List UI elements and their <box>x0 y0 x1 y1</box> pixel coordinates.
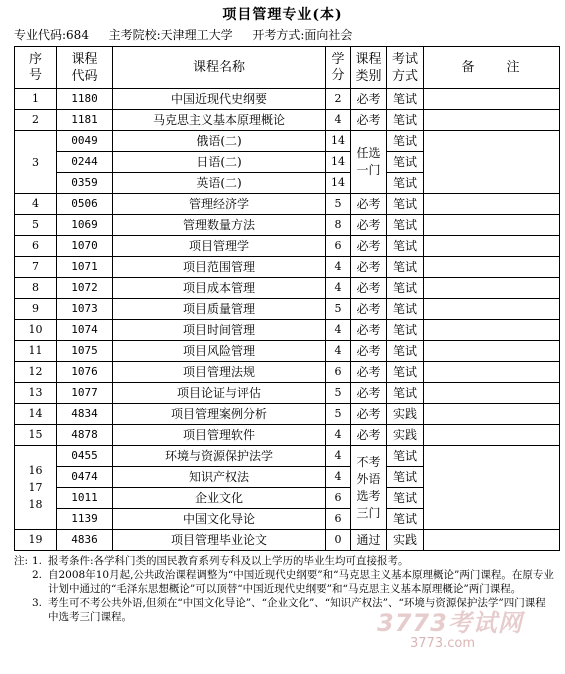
exam-method: 笔试 <box>387 236 424 257</box>
exam-method: 笔试 <box>387 257 424 278</box>
course-name: 项目管理毕业论文 <box>113 530 326 551</box>
program-code: 684 <box>66 28 89 42</box>
course-credit: 6 <box>326 509 351 530</box>
remark-cell <box>424 236 560 257</box>
seq-cell: 13 <box>15 383 57 404</box>
seq-cell: 19 <box>15 530 57 551</box>
course-table <box>14 46 560 551</box>
course-type: 必考 <box>351 404 387 425</box>
table-row <box>15 425 560 446</box>
course-code: 4878 <box>57 425 113 446</box>
course-code: 4836 <box>57 530 113 551</box>
course-code: 1070 <box>57 236 113 257</box>
table-row <box>15 341 560 362</box>
note-item <box>14 568 554 596</box>
course-credit: 14 <box>326 131 351 152</box>
table-row <box>15 215 560 236</box>
header-name: 课程名称 <box>113 47 326 89</box>
header-seq: 序号 <box>15 47 57 89</box>
watermark-logo: 3773考试网 <box>377 609 523 637</box>
course-code: 1076 <box>57 362 113 383</box>
course-type: 必考 <box>351 362 387 383</box>
course-type: 必考 <box>351 110 387 131</box>
exam-method: 笔试 <box>387 110 424 131</box>
course-credit: 14 <box>326 152 351 173</box>
course-code: 1181 <box>57 110 113 131</box>
course-name: 中国文化导论 <box>113 509 326 530</box>
course-name: 项目成本管理 <box>113 278 326 299</box>
table-header <box>15 47 560 89</box>
course-name: 管理数量方法 <box>113 215 326 236</box>
table-row <box>15 320 560 341</box>
seq-cell: 14 <box>15 404 57 425</box>
course-name: 管理经济学 <box>113 194 326 215</box>
remark-cell <box>424 320 560 341</box>
seq-cell: 8 <box>15 278 57 299</box>
course-code: 0244 <box>57 152 113 173</box>
course-name: 项目质量管理 <box>113 299 326 320</box>
remark-cell <box>424 110 560 131</box>
note-prefix: 注: <box>14 555 29 567</box>
header-exam: 考试方式 <box>387 47 424 89</box>
seq-cell: 7 <box>15 257 57 278</box>
course-credit: 5 <box>326 383 351 404</box>
table-row <box>15 299 560 320</box>
course-credit: 14 <box>326 173 351 194</box>
course-code: 1072 <box>57 278 113 299</box>
course-code: 0359 <box>57 173 113 194</box>
mode-label: 开考方式: <box>252 28 305 42</box>
exam-method: 笔试 <box>387 509 424 530</box>
school-label: 主考院校: <box>108 28 161 42</box>
note-number: 2. <box>32 569 43 581</box>
seq-cell: 9 <box>15 299 57 320</box>
note-text: 报考条件:各学科门类的国民教育系列专科及以上学历的毕业生均可直接报考。 <box>48 555 409 567</box>
exam-mode: 面向社会 <box>304 28 353 42</box>
course-credit: 4 <box>326 110 351 131</box>
course-type: 必考 <box>351 257 387 278</box>
remark-cell <box>424 89 560 110</box>
note-prefix <box>14 568 32 596</box>
table-body <box>15 89 560 551</box>
course-name: 项目论证与评估 <box>113 383 326 404</box>
remark-cell <box>424 131 560 194</box>
course-credit: 4 <box>326 257 351 278</box>
exam-method: 笔试 <box>387 383 424 404</box>
course-code: 1077 <box>57 383 113 404</box>
remark-cell <box>424 383 560 404</box>
seq-cell: 15 <box>15 425 57 446</box>
course-name: 项目管理案例分析 <box>113 404 326 425</box>
header-code: 课程代码 <box>57 47 113 89</box>
remark-cell <box>424 257 560 278</box>
course-credit: 4 <box>326 320 351 341</box>
course-type: 必考 <box>351 215 387 236</box>
course-type: 必考 <box>351 320 387 341</box>
course-name: 项目风险管理 <box>113 341 326 362</box>
seq-cell: 16 17 18 <box>15 446 57 530</box>
watermark-url: 3773.com <box>410 636 475 651</box>
remark-cell <box>424 425 560 446</box>
course-type: 必考 <box>351 236 387 257</box>
course-name: 中国近现代史纲要 <box>113 89 326 110</box>
course-credit: 6 <box>326 236 351 257</box>
exam-method: 笔试 <box>387 194 424 215</box>
course-type: 必考 <box>351 299 387 320</box>
table-row <box>15 362 560 383</box>
course-code: 0474 <box>57 467 113 488</box>
course-code: 4834 <box>57 404 113 425</box>
exam-method: 笔试 <box>387 152 424 173</box>
course-name: 英语(二) <box>113 173 326 194</box>
course-type: 必考 <box>351 194 387 215</box>
exam-method: 笔试 <box>387 362 424 383</box>
seq-cell: 4 <box>15 194 57 215</box>
course-name: 环境与资源保护法学 <box>113 446 326 467</box>
exam-method: 笔试 <box>387 278 424 299</box>
exam-method: 实践 <box>387 404 424 425</box>
course-code: 0506 <box>57 194 113 215</box>
course-code: 1139 <box>57 509 113 530</box>
seq-cell: 5 <box>15 215 57 236</box>
exam-method: 笔试 <box>387 89 424 110</box>
course-code: 1073 <box>57 299 113 320</box>
exam-method: 实践 <box>387 425 424 446</box>
course-type: 必考 <box>351 341 387 362</box>
course-code: 1071 <box>57 257 113 278</box>
table-row <box>15 89 560 110</box>
course-name: 项目管理学 <box>113 236 326 257</box>
course-code: 1069 <box>57 215 113 236</box>
exam-method: 笔试 <box>387 299 424 320</box>
course-name: 项目时间管理 <box>113 320 326 341</box>
code-label: 专业代码: <box>14 28 67 42</box>
course-type: 必考 <box>351 383 387 404</box>
course-credit: 0 <box>326 530 351 551</box>
course-code: 1075 <box>57 341 113 362</box>
course-type: 不考 外语 选考 三门 <box>351 446 387 530</box>
table-row <box>15 110 560 131</box>
course-credit: 5 <box>326 194 351 215</box>
header-credit: 学分 <box>326 47 351 89</box>
note-item <box>14 554 554 568</box>
course-type: 必考 <box>351 89 387 110</box>
course-name: 日语(二) <box>113 152 326 173</box>
note-text: 考生可不考公共外语,但须在“中国文化导论”、“企业文化”、“知识产权法”、“环境与资源保护法学”四门课程中选考三门课程。 <box>48 597 546 623</box>
page-title: 项目管理专业(本) <box>222 7 343 23</box>
course-credit: 6 <box>326 362 351 383</box>
course-name: 项目管理软件 <box>113 425 326 446</box>
course-type: 任选一门 <box>351 131 387 194</box>
course-credit: 4 <box>326 446 351 467</box>
note-number: 3. <box>32 597 43 609</box>
note-prefix <box>14 596 32 624</box>
seq-cell: 6 <box>15 236 57 257</box>
course-name: 企业文化 <box>113 488 326 509</box>
exam-method: 笔试 <box>387 446 424 467</box>
exam-method: 笔试 <box>387 488 424 509</box>
exam-method: 笔试 <box>387 341 424 362</box>
school-name: 天津理工大学 <box>160 28 233 42</box>
table-row <box>15 404 560 425</box>
course-credit: 6 <box>326 488 351 509</box>
exam-method: 笔试 <box>387 131 424 152</box>
exam-method: 笔试 <box>387 215 424 236</box>
course-code: 1180 <box>57 89 113 110</box>
course-credit: 4 <box>326 341 351 362</box>
course-credit: 4 <box>326 278 351 299</box>
table-row <box>15 278 560 299</box>
course-code: 1074 <box>57 320 113 341</box>
table-row <box>15 131 560 152</box>
table-row <box>15 257 560 278</box>
seq-cell: 12 <box>15 362 57 383</box>
note-text: 自2008年10月起,公共政治课程调整为“中国近现代史纲要”和“马克思主义基本原理概论”两门课程。在原专业计划中通过的“毛泽东思想概论”可以顶替“中国近现代史纲要”和“马克思主义基本原理概论”两门课程。 <box>48 569 554 595</box>
remark-cell <box>424 278 560 299</box>
header-type: 课程类别 <box>351 47 387 89</box>
table-row <box>15 383 560 404</box>
remark-cell <box>424 299 560 320</box>
exam-method: 实践 <box>387 530 424 551</box>
course-code: 0049 <box>57 131 113 152</box>
remark-cell <box>424 194 560 215</box>
seq-cell: 11 <box>15 341 57 362</box>
seq-cell: 2 <box>15 110 57 131</box>
course-name: 马克思主义基本原理概论 <box>113 110 326 131</box>
course-credit: 5 <box>326 404 351 425</box>
course-name: 知识产权法 <box>113 467 326 488</box>
course-code: 1011 <box>57 488 113 509</box>
exam-method: 笔试 <box>387 320 424 341</box>
remark-cell <box>424 362 560 383</box>
course-credit: 5 <box>326 299 351 320</box>
exam-method: 笔试 <box>387 467 424 488</box>
table-row <box>15 236 560 257</box>
course-code: 0455 <box>57 446 113 467</box>
course-credit: 8 <box>326 215 351 236</box>
seq-cell: 1 <box>15 89 57 110</box>
header-remark: 备 注 <box>424 47 560 89</box>
course-name: 项目范围管理 <box>113 257 326 278</box>
remark-cell <box>424 215 560 236</box>
remark-cell <box>424 446 560 530</box>
table-row <box>15 446 560 467</box>
remark-cell <box>424 404 560 425</box>
course-credit: 4 <box>326 467 351 488</box>
exam-method: 笔试 <box>387 173 424 194</box>
table-row <box>15 194 560 215</box>
course-credit: 2 <box>326 89 351 110</box>
program-meta <box>14 26 352 43</box>
table-row <box>15 530 560 551</box>
course-credit: 4 <box>326 425 351 446</box>
seq-cell: 10 <box>15 320 57 341</box>
seq-cell: 3 <box>15 131 57 194</box>
course-type: 通过 <box>351 530 387 551</box>
remark-cell <box>424 341 560 362</box>
course-type: 必考 <box>351 425 387 446</box>
note-number: 1. <box>32 555 43 567</box>
course-name: 项目管理法规 <box>113 362 326 383</box>
course-name: 俄语(二) <box>113 131 326 152</box>
remark-cell <box>424 530 560 551</box>
course-type: 必考 <box>351 278 387 299</box>
